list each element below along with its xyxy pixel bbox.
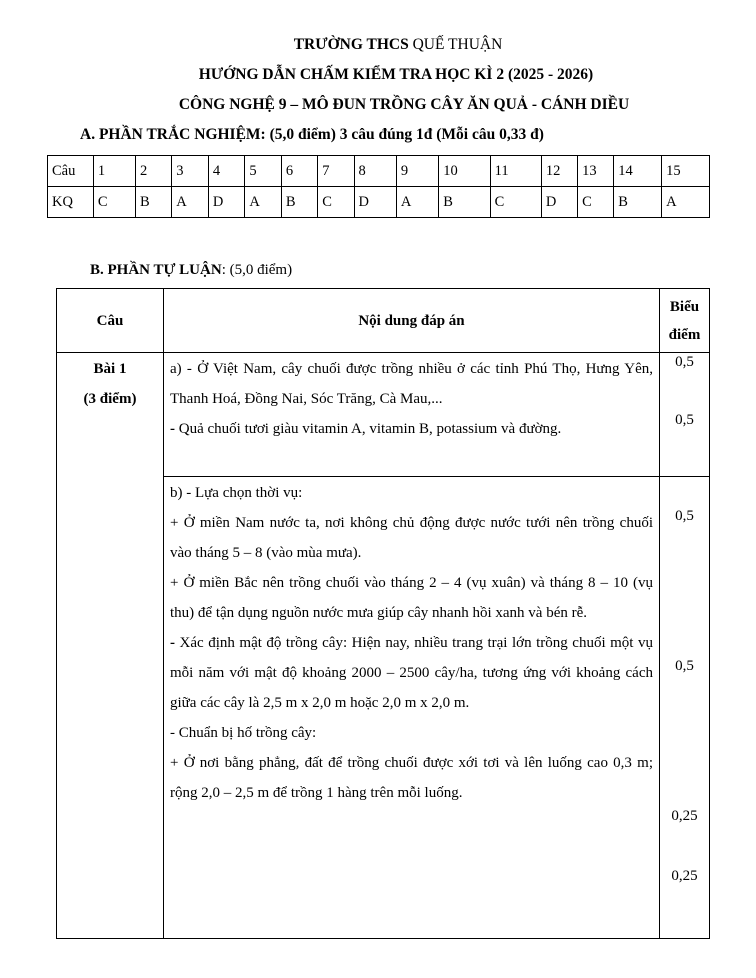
bai1-score: (3 điểm) bbox=[83, 391, 137, 407]
question-number-cell: 5 bbox=[245, 156, 282, 187]
multiple-choice-answer-table bbox=[47, 155, 710, 218]
header-points-line1: Biểu bbox=[669, 298, 700, 315]
point-a2: 0,5 bbox=[675, 412, 694, 428]
section-b-title bbox=[90, 262, 292, 279]
part-b-intro-lead: b) - bbox=[170, 485, 195, 501]
answer-cell: D bbox=[208, 187, 245, 218]
row-label-question: Câu bbox=[48, 156, 94, 187]
essay-header-row bbox=[57, 289, 710, 353]
part-b-hole-lead: - bbox=[170, 725, 179, 741]
answer-cell: A bbox=[662, 187, 710, 218]
header-content: Nội dung đáp án bbox=[164, 289, 660, 353]
part-b-south: + Ở miền Nam nước ta, nơi không chủ động được nước tưới nên trồng chuối vào tháng 5 – 8 (vào mùa mưa). bbox=[170, 515, 653, 561]
answer-cell: B bbox=[135, 187, 171, 218]
document-subtitle: CÔNG NGHỆ 9 – MÔ ĐUN TRỒNG CÂY ĂN QUẢ - CÁNH DIỀU bbox=[178, 96, 630, 113]
part-a-line1 bbox=[170, 354, 653, 414]
question-number-cell: 11 bbox=[490, 156, 541, 187]
part-b-intro-text: Lựa chọn thời vụ: bbox=[195, 485, 303, 501]
section-a-title: A. PHẦN TRẮC NGHIỆM: (5,0 điểm) 3 câu đúng 1đ (Mỗi câu 0,33 đ) bbox=[80, 126, 544, 143]
bai1-part-b-points bbox=[660, 477, 710, 939]
part-b-density-lead: - bbox=[170, 635, 180, 651]
question-number-cell: 1 bbox=[93, 156, 135, 187]
answer-cell: B bbox=[281, 187, 317, 218]
part-b-flat: + Ở nơi bằng phẳng, đất để trồng chuối được xới tơi và lên luống cao 0,3 m; rộng 2,0 – 2,5 m để trồng 1 hàng trên mỗi luống. bbox=[170, 755, 653, 801]
point-b2: 0,5 bbox=[675, 658, 694, 674]
part-a-line2-text: Quả chuối tươi giàu vitamin A, vitamin B, potassium và đường. bbox=[178, 421, 562, 437]
question-number-cell: 13 bbox=[578, 156, 614, 187]
part-b-hole-text: Chuẩn bị hố trồng cây: bbox=[178, 725, 317, 741]
part-b-hole bbox=[170, 718, 653, 748]
answer-cell: D bbox=[541, 187, 577, 218]
essay-grading-table bbox=[56, 288, 710, 939]
part-b-density bbox=[170, 628, 653, 718]
answer-row bbox=[48, 187, 710, 218]
bai1-part-a-content bbox=[164, 353, 660, 477]
question-number-cell: 9 bbox=[396, 156, 438, 187]
bai1-part-a-row bbox=[57, 353, 710, 477]
bai1-label: Bài 1 bbox=[93, 361, 127, 377]
header-points-line2: điểm bbox=[668, 326, 701, 343]
part-a-line1-lead: a) - bbox=[170, 361, 198, 377]
row-label-answer: KQ bbox=[48, 187, 94, 218]
header-question: Câu bbox=[57, 289, 164, 353]
answer-cell: A bbox=[396, 187, 438, 218]
question-number-cell: 6 bbox=[281, 156, 317, 187]
bai1-part-b-content bbox=[164, 477, 660, 939]
answer-cell: A bbox=[245, 187, 282, 218]
part-a-line2 bbox=[170, 414, 653, 444]
document-title: HƯỚNG DẪN CHẤM KIỂM TRA HỌC KÌ 2 (2025 - 2026) bbox=[198, 66, 594, 83]
school-suffix: QUẾ THUẬN bbox=[412, 36, 503, 53]
answer-cell: A bbox=[172, 187, 209, 218]
question-number-cell: 15 bbox=[662, 156, 710, 187]
answer-cell: B bbox=[439, 187, 490, 218]
answer-cell: D bbox=[354, 187, 396, 218]
school-prefix: TRƯỜNG THCS bbox=[293, 36, 409, 53]
part-a-line2-lead: - bbox=[170, 421, 179, 437]
school-name bbox=[20, 36, 756, 54]
header-points bbox=[660, 289, 710, 353]
question-number-cell: 8 bbox=[354, 156, 396, 187]
answer-cell: C bbox=[318, 187, 354, 218]
section-b-title-main: B. PHẦN TỰ LUẬN bbox=[90, 262, 222, 278]
question-number-cell: 14 bbox=[614, 156, 662, 187]
bai1-part-a-points bbox=[660, 353, 710, 477]
answer-cell: B bbox=[614, 187, 662, 218]
bai1-label-cell bbox=[57, 353, 164, 939]
part-b-density-text: Xác định mật độ trồng cây: Hiện nay, nhiều trang trại lớn trồng chuối một vụ mỗi năm với mật độ khoảng 2000 – 2500 cây/ha, tương ứng với khoảng cách giữa các cây là 2,5 m x 2,0 m hoặc 2,0 m x 2,0 m. bbox=[170, 635, 653, 711]
answer-cell: C bbox=[578, 187, 614, 218]
question-number-row bbox=[48, 156, 710, 187]
question-number-cell: 10 bbox=[439, 156, 490, 187]
question-number-cell: 4 bbox=[208, 156, 245, 187]
point-a1: 0,5 bbox=[675, 354, 694, 370]
question-number-cell: 3 bbox=[172, 156, 209, 187]
part-b-intro bbox=[170, 478, 653, 508]
part-a-line1-text: Ở Việt Nam, cây chuối được trồng nhiều ở các tỉnh Phú Thọ, Hưng Yên, Thanh Hoá, Đồng Nai, Sóc Trăng, Cà Mau,... bbox=[170, 361, 653, 407]
answer-cell: C bbox=[93, 187, 135, 218]
question-number-cell: 12 bbox=[541, 156, 577, 187]
question-number-cell: 2 bbox=[135, 156, 171, 187]
question-number-cell: 7 bbox=[318, 156, 354, 187]
section-b-title-score: : (5,0 điểm) bbox=[221, 262, 293, 278]
part-b-north: + Ở miền Bắc nên trồng chuối vào tháng 2 – 4 (vụ xuân) và tháng 8 – 10 (vụ thu) để tận dụng nguồn nước mưa giúp cây nhanh hồi xanh và bén rễ. bbox=[170, 575, 653, 621]
point-b3: 0,25 bbox=[671, 808, 698, 824]
point-b1: 0,5 bbox=[675, 508, 694, 524]
point-b4: 0,25 bbox=[671, 868, 698, 884]
answer-cell: C bbox=[490, 187, 541, 218]
